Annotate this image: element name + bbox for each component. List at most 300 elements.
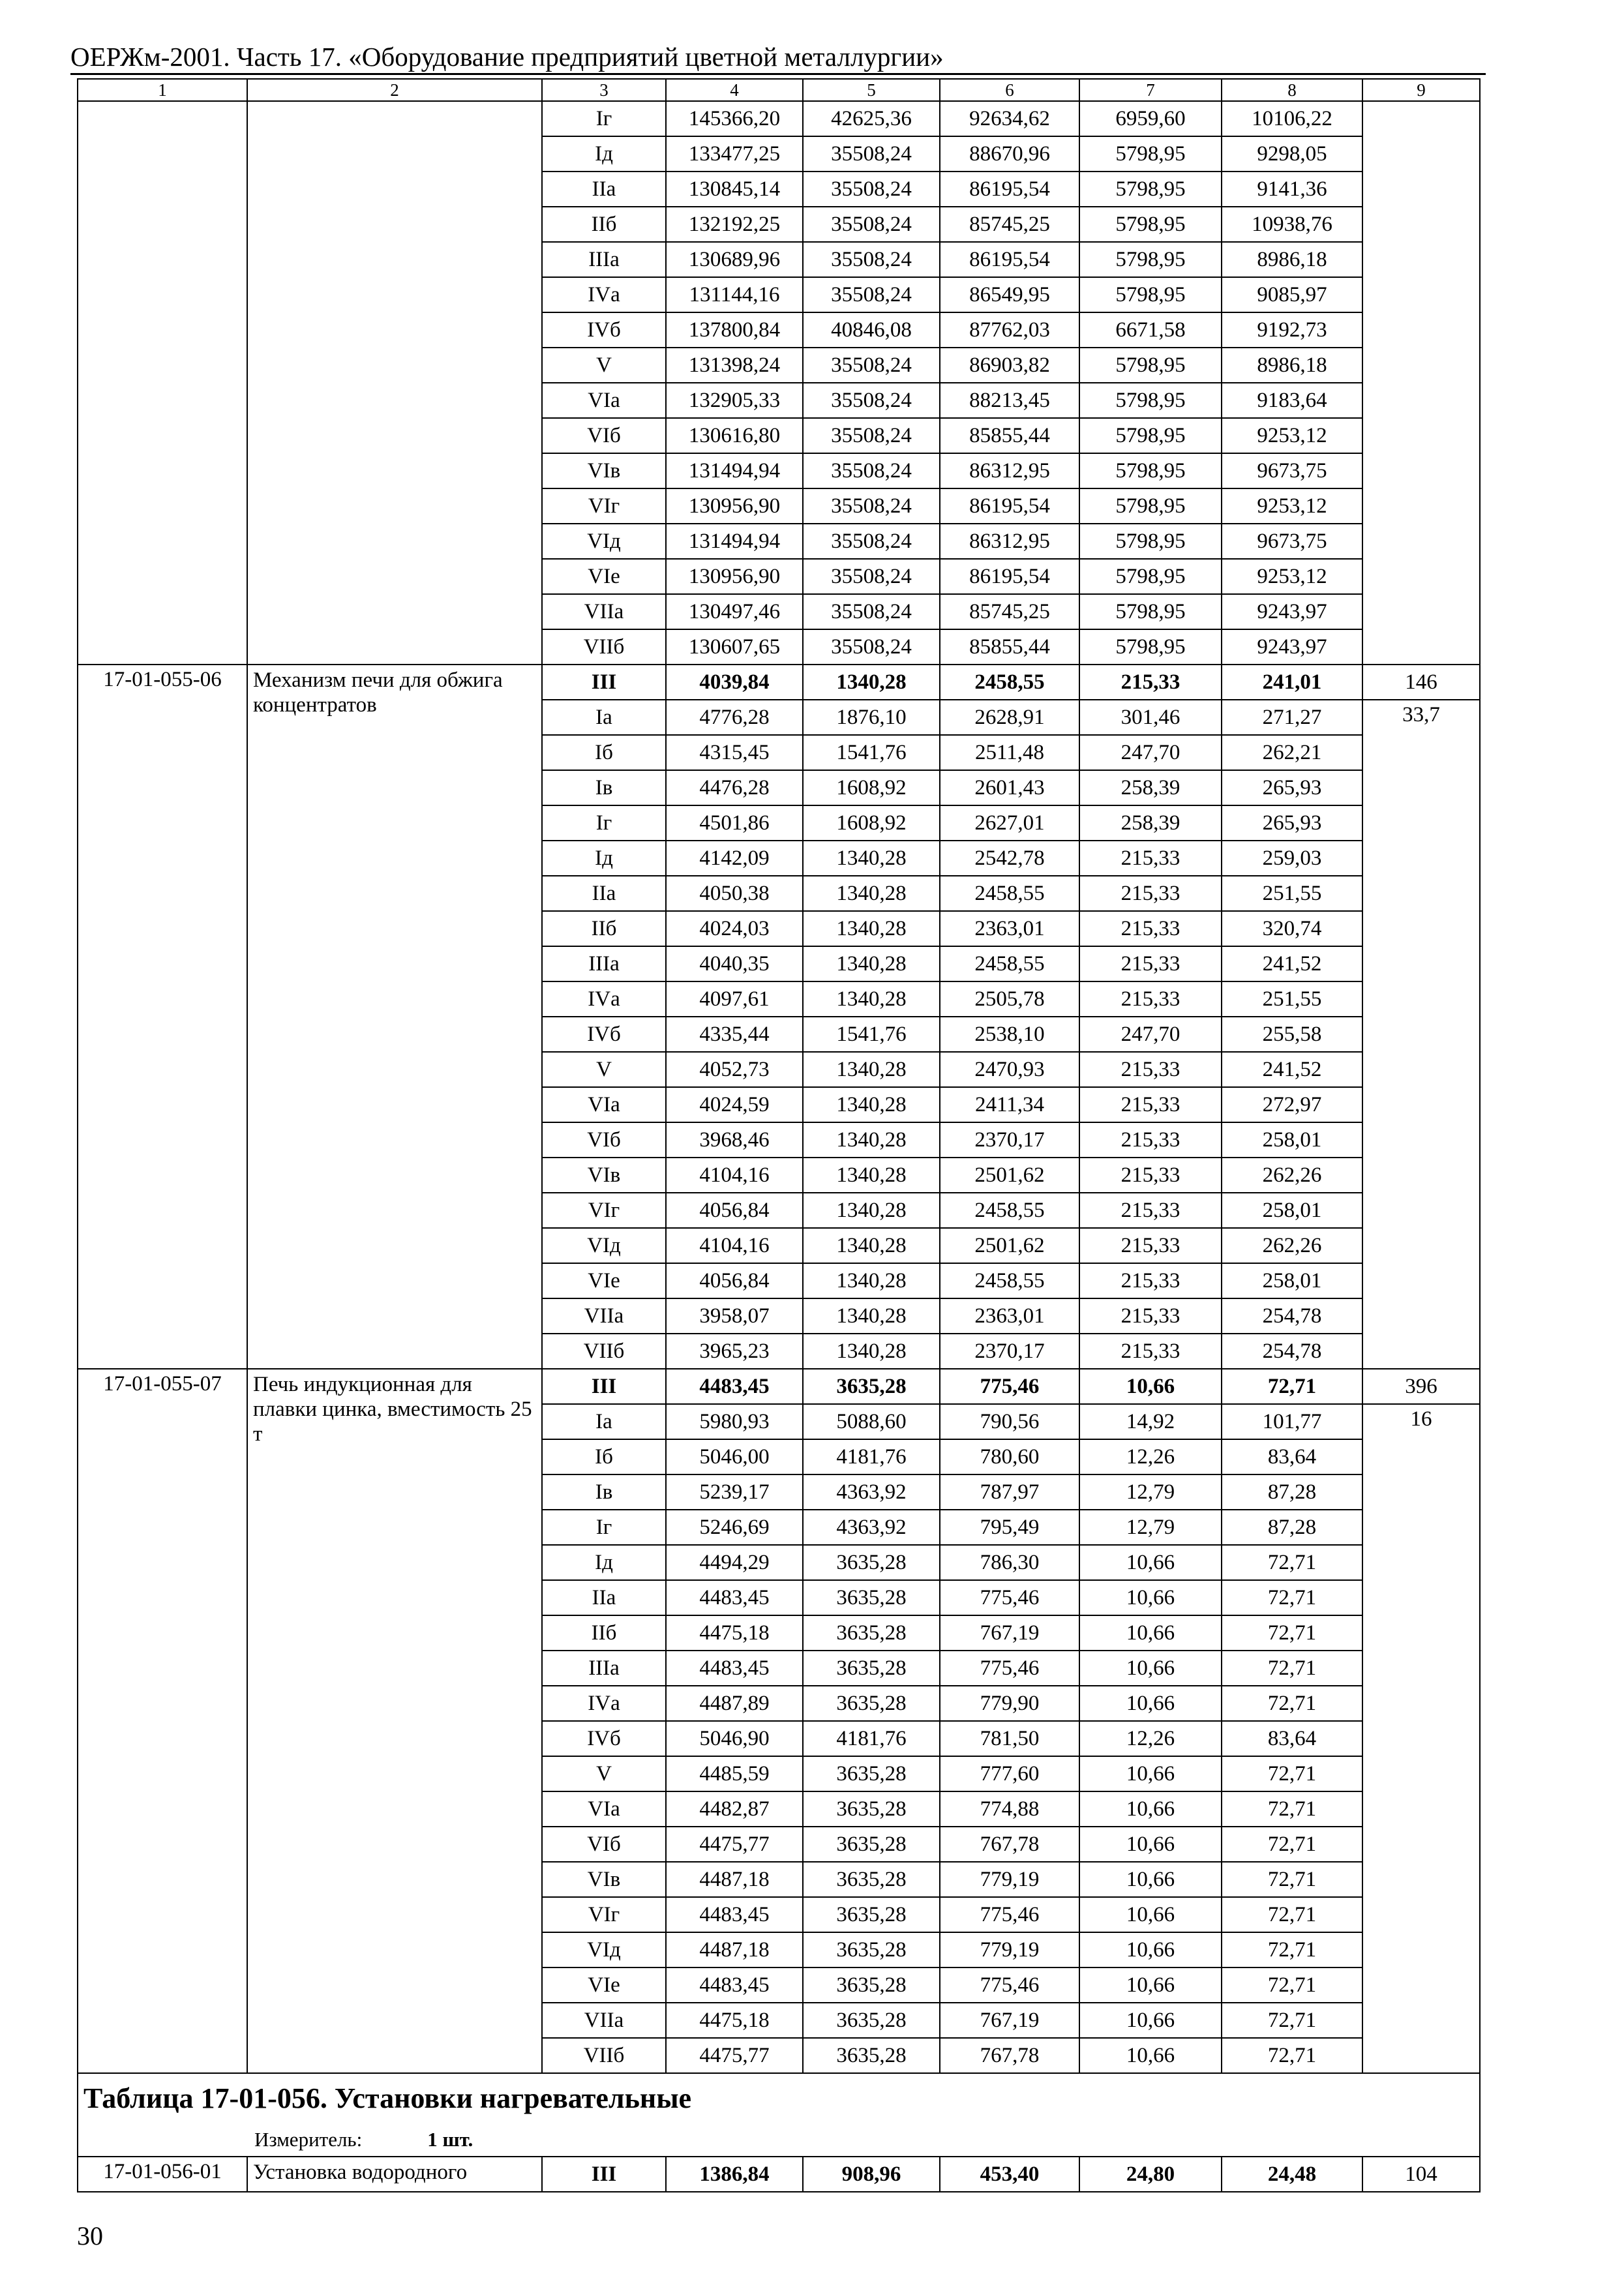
value-cell: 85745,25 bbox=[940, 594, 1079, 629]
value-cell: 215,33 bbox=[1079, 1158, 1222, 1193]
value-cell: 2538,10 bbox=[940, 1017, 1079, 1052]
zone-cell: IIIа bbox=[542, 242, 666, 277]
value-cell: 5798,95 bbox=[1079, 559, 1222, 594]
value-cell: 88670,96 bbox=[940, 136, 1079, 172]
zone-cell: IIа bbox=[542, 876, 666, 911]
value-cell: 265,93 bbox=[1222, 805, 1362, 841]
value-cell: 86549,95 bbox=[940, 277, 1079, 312]
value-cell: 35508,24 bbox=[803, 172, 940, 207]
zone-cell: IVа bbox=[542, 1686, 666, 1721]
value-cell: 5798,95 bbox=[1079, 594, 1222, 629]
zone-cell: VIIа bbox=[542, 1298, 666, 1334]
value-cell: 72,71 bbox=[1222, 1897, 1362, 1932]
zone-cell: IIа bbox=[542, 172, 666, 207]
zone-cell: VIе bbox=[542, 1967, 666, 2003]
value-cell: 72,71 bbox=[1222, 1862, 1362, 1897]
value-cell: 258,01 bbox=[1222, 1263, 1362, 1298]
value-cell: 2411,34 bbox=[940, 1087, 1079, 1122]
value-cell: 35508,24 bbox=[803, 488, 940, 524]
value-cell: 5239,17 bbox=[666, 1474, 803, 1510]
zone-cell: Iв bbox=[542, 1474, 666, 1510]
value-cell: 72,71 bbox=[1222, 1932, 1362, 1967]
value-cell: 10,66 bbox=[1079, 1369, 1222, 1404]
value-cell: 9253,12 bbox=[1222, 418, 1362, 453]
value-cell: 241,01 bbox=[1222, 665, 1362, 700]
value-cell: 10,66 bbox=[1079, 2003, 1222, 2038]
value-cell: 4483,45 bbox=[666, 1897, 803, 1932]
value-cell: 35508,24 bbox=[803, 418, 940, 453]
value-cell: 4487,18 bbox=[666, 1932, 803, 1967]
value-cell: 5088,60 bbox=[803, 1404, 940, 1439]
value-cell: 145366,20 bbox=[666, 101, 803, 136]
value-cell: 4475,18 bbox=[666, 2003, 803, 2038]
zone-cell: IVб bbox=[542, 1017, 666, 1052]
value-cell: 130845,14 bbox=[666, 172, 803, 207]
value-cell: 4363,92 bbox=[803, 1474, 940, 1510]
value-cell: 3965,23 bbox=[666, 1334, 803, 1369]
value-cell: 1340,28 bbox=[803, 1193, 940, 1228]
item-code: 17-01-056-01 bbox=[78, 2157, 247, 2192]
value-cell: 790,56 bbox=[940, 1404, 1079, 1439]
value-cell: 1340,28 bbox=[803, 1052, 940, 1087]
value-cell: 779,19 bbox=[940, 1932, 1079, 1967]
value-cell: 1541,76 bbox=[803, 735, 940, 770]
value-cell: 132905,33 bbox=[666, 383, 803, 418]
value-cell: 72,71 bbox=[1222, 2003, 1362, 2038]
value-cell: 72,71 bbox=[1222, 1756, 1362, 1791]
value-cell: 35508,24 bbox=[803, 559, 940, 594]
zone-cell: IVа bbox=[542, 277, 666, 312]
col9-value: 104 bbox=[1362, 2157, 1480, 2192]
value-cell: 10,66 bbox=[1079, 1651, 1222, 1686]
value-cell: 4050,38 bbox=[666, 876, 803, 911]
value-cell: 86195,54 bbox=[940, 488, 1079, 524]
value-cell: 87762,03 bbox=[940, 312, 1079, 348]
value-cell: 255,58 bbox=[1222, 1017, 1362, 1052]
value-cell: 2458,55 bbox=[940, 665, 1079, 700]
value-cell: 272,97 bbox=[1222, 1087, 1362, 1122]
value-cell: 251,55 bbox=[1222, 981, 1362, 1017]
value-cell: 4501,86 bbox=[666, 805, 803, 841]
value-cell: 4476,28 bbox=[666, 770, 803, 805]
column-number: 1 bbox=[78, 79, 247, 101]
header-rule bbox=[70, 73, 1486, 75]
value-cell: 130607,65 bbox=[666, 629, 803, 665]
value-cell: 3635,28 bbox=[803, 1580, 940, 1615]
value-cell: 88213,45 bbox=[940, 383, 1079, 418]
value-cell: 72,71 bbox=[1222, 2038, 1362, 2073]
col9-value: 146 bbox=[1362, 665, 1480, 700]
rates-table bbox=[77, 78, 1481, 2192]
value-cell: 3635,28 bbox=[803, 1651, 940, 1686]
value-cell: 40846,08 bbox=[803, 312, 940, 348]
item-name: Установка водородного bbox=[247, 2157, 542, 2192]
value-cell: 3635,28 bbox=[803, 1862, 940, 1897]
value-cell: 9673,75 bbox=[1222, 524, 1362, 559]
value-cell: 775,46 bbox=[940, 1369, 1079, 1404]
value-cell: 265,93 bbox=[1222, 770, 1362, 805]
zone-cell: Iа bbox=[542, 1404, 666, 1439]
value-cell: 4475,77 bbox=[666, 1827, 803, 1862]
value-cell: 2458,55 bbox=[940, 1193, 1079, 1228]
value-cell: 2458,55 bbox=[940, 946, 1079, 981]
value-cell: 12,79 bbox=[1079, 1510, 1222, 1545]
value-cell: 774,88 bbox=[940, 1791, 1079, 1827]
value-cell: 3635,28 bbox=[803, 1369, 940, 1404]
value-cell: 35508,24 bbox=[803, 629, 940, 665]
zone-cell: III bbox=[542, 665, 666, 700]
value-cell: 259,03 bbox=[1222, 841, 1362, 876]
value-cell: 4335,44 bbox=[666, 1017, 803, 1052]
value-cell: 72,71 bbox=[1222, 1651, 1362, 1686]
value-cell: 786,30 bbox=[940, 1545, 1079, 1580]
value-cell: 2501,62 bbox=[940, 1228, 1079, 1263]
value-cell: 254,78 bbox=[1222, 1298, 1362, 1334]
value-cell: 4363,92 bbox=[803, 1510, 940, 1545]
value-cell: 72,71 bbox=[1222, 1545, 1362, 1580]
value-cell: 9192,73 bbox=[1222, 312, 1362, 348]
value-cell: 5798,95 bbox=[1079, 488, 1222, 524]
zone-cell: III bbox=[542, 2157, 666, 2192]
value-cell: 215,33 bbox=[1079, 911, 1222, 946]
value-cell: 215,33 bbox=[1079, 1298, 1222, 1334]
value-cell: 775,46 bbox=[940, 1651, 1079, 1686]
zone-cell: V bbox=[542, 1756, 666, 1791]
column-number-row bbox=[78, 79, 1480, 101]
column-number: 8 bbox=[1222, 79, 1362, 101]
value-cell: 4475,18 bbox=[666, 1615, 803, 1651]
zone-cell: IIа bbox=[542, 1580, 666, 1615]
value-cell: 1340,28 bbox=[803, 1334, 940, 1369]
measure-row bbox=[78, 2123, 1480, 2157]
value-cell: 10,66 bbox=[1079, 1545, 1222, 1580]
value-cell: 4494,29 bbox=[666, 1545, 803, 1580]
column-number: 7 bbox=[1079, 79, 1222, 101]
value-cell: 83,64 bbox=[1222, 1439, 1362, 1474]
zone-cell: Iб bbox=[542, 1439, 666, 1474]
value-cell: 2627,01 bbox=[940, 805, 1079, 841]
col9-cell bbox=[1362, 101, 1480, 665]
zone-cell: IIб bbox=[542, 207, 666, 242]
value-cell: 775,46 bbox=[940, 1967, 1079, 2003]
value-cell: 10,66 bbox=[1079, 1967, 1222, 2003]
value-cell: 4056,84 bbox=[666, 1263, 803, 1298]
zone-cell: VIд bbox=[542, 1932, 666, 1967]
zone-cell: IVа bbox=[542, 981, 666, 1017]
value-cell: 3635,28 bbox=[803, 1545, 940, 1580]
item-code: 17-01-055-06 bbox=[78, 665, 247, 1369]
value-cell: 12,26 bbox=[1079, 1439, 1222, 1474]
value-cell: 9253,12 bbox=[1222, 559, 1362, 594]
value-cell: 9243,97 bbox=[1222, 594, 1362, 629]
value-cell: 767,78 bbox=[940, 1827, 1079, 1862]
value-cell: 12,79 bbox=[1079, 1474, 1222, 1510]
value-cell: 8986,18 bbox=[1222, 242, 1362, 277]
zone-cell: VIIа bbox=[542, 594, 666, 629]
value-cell: 10,66 bbox=[1079, 1615, 1222, 1651]
value-cell: 4315,45 bbox=[666, 735, 803, 770]
zone-cell: Iб bbox=[542, 735, 666, 770]
zone-cell: VIIб bbox=[542, 629, 666, 665]
value-cell: 2542,78 bbox=[940, 841, 1079, 876]
value-cell: 271,27 bbox=[1222, 700, 1362, 735]
value-cell: 6671,58 bbox=[1079, 312, 1222, 348]
value-cell: 131494,94 bbox=[666, 524, 803, 559]
zone-cell: Iд bbox=[542, 136, 666, 172]
value-cell: 215,33 bbox=[1079, 1228, 1222, 1263]
value-cell: 101,77 bbox=[1222, 1404, 1362, 1439]
column-number: 2 bbox=[247, 79, 542, 101]
value-cell: 262,26 bbox=[1222, 1228, 1362, 1263]
zone-cell: V bbox=[542, 348, 666, 383]
zone-cell: VIа bbox=[542, 1087, 666, 1122]
value-cell: 86195,54 bbox=[940, 242, 1079, 277]
value-cell: 2470,93 bbox=[940, 1052, 1079, 1087]
value-cell: 35508,24 bbox=[803, 383, 940, 418]
value-cell: 35508,24 bbox=[803, 524, 940, 559]
value-cell: 1340,28 bbox=[803, 1228, 940, 1263]
column-number: 9 bbox=[1362, 79, 1480, 101]
value-cell: 9085,97 bbox=[1222, 277, 1362, 312]
value-cell: 4039,84 bbox=[666, 665, 803, 700]
value-cell: 5798,95 bbox=[1079, 277, 1222, 312]
value-cell: 87,28 bbox=[1222, 1510, 1362, 1545]
value-cell: 2458,55 bbox=[940, 1263, 1079, 1298]
value-cell: 777,60 bbox=[940, 1756, 1079, 1791]
value-cell: 779,19 bbox=[940, 1862, 1079, 1897]
value-cell: 130616,80 bbox=[666, 418, 803, 453]
value-cell: 2363,01 bbox=[940, 1298, 1079, 1334]
value-cell: 1608,92 bbox=[803, 805, 940, 841]
zone-cell: VIв bbox=[542, 453, 666, 488]
zone-cell: Iд bbox=[542, 1545, 666, 1580]
value-cell: 10,66 bbox=[1079, 2038, 1222, 2073]
value-cell: 258,39 bbox=[1079, 805, 1222, 841]
page-header: ОЕРЖм-2001. Часть 17. «Оборудование предприятий цветной металлургии» bbox=[70, 42, 944, 72]
value-cell: 215,33 bbox=[1079, 1193, 1222, 1228]
value-cell: 4181,76 bbox=[803, 1439, 940, 1474]
value-cell: 4483,45 bbox=[666, 1369, 803, 1404]
value-cell: 10,66 bbox=[1079, 1686, 1222, 1721]
value-cell: 6959,60 bbox=[1079, 101, 1222, 136]
value-cell: 130689,96 bbox=[666, 242, 803, 277]
value-cell: 3635,28 bbox=[803, 1897, 940, 1932]
value-cell: 130956,90 bbox=[666, 559, 803, 594]
value-cell: 130956,90 bbox=[666, 488, 803, 524]
value-cell: 215,33 bbox=[1079, 1087, 1222, 1122]
value-cell: 241,52 bbox=[1222, 946, 1362, 981]
value-cell: 86312,95 bbox=[940, 453, 1079, 488]
value-cell: 258,01 bbox=[1222, 1122, 1362, 1158]
value-cell: 85855,44 bbox=[940, 418, 1079, 453]
value-cell: 215,33 bbox=[1079, 981, 1222, 1017]
table-row bbox=[78, 665, 1480, 700]
value-cell: 4482,87 bbox=[666, 1791, 803, 1827]
value-cell: 215,33 bbox=[1079, 876, 1222, 911]
zone-cell: VIе bbox=[542, 559, 666, 594]
col9-value: 396 bbox=[1362, 1369, 1480, 1404]
value-cell: 10,66 bbox=[1079, 1827, 1222, 1862]
value-cell: 4475,77 bbox=[666, 2038, 803, 2073]
value-cell: 5046,90 bbox=[666, 1721, 803, 1756]
value-cell: 5798,95 bbox=[1079, 207, 1222, 242]
zone-cell: VIд bbox=[542, 524, 666, 559]
value-cell: 2511,48 bbox=[940, 735, 1079, 770]
value-cell: 780,60 bbox=[940, 1439, 1079, 1474]
value-cell: 92634,62 bbox=[940, 101, 1079, 136]
value-cell: 4487,18 bbox=[666, 1862, 803, 1897]
value-cell: 35508,24 bbox=[803, 136, 940, 172]
value-cell: 5798,95 bbox=[1079, 136, 1222, 172]
value-cell: 5798,95 bbox=[1079, 348, 1222, 383]
value-cell: 5046,00 bbox=[666, 1439, 803, 1474]
value-cell: 8986,18 bbox=[1222, 348, 1362, 383]
value-cell: 767,19 bbox=[940, 2003, 1079, 2038]
value-cell: 1541,76 bbox=[803, 1017, 940, 1052]
value-cell: 9673,75 bbox=[1222, 453, 1362, 488]
value-cell: 1608,92 bbox=[803, 770, 940, 805]
col9-value: 16 bbox=[1362, 1404, 1480, 2073]
value-cell: 1340,28 bbox=[803, 1158, 940, 1193]
value-cell: 133477,25 bbox=[666, 136, 803, 172]
value-cell: 775,46 bbox=[940, 1580, 1079, 1615]
column-number: 5 bbox=[803, 79, 940, 101]
value-cell: 3635,28 bbox=[803, 1932, 940, 1967]
value-cell: 5798,95 bbox=[1079, 629, 1222, 665]
zone-cell: VIв bbox=[542, 1158, 666, 1193]
zone-cell: IIIа bbox=[542, 1651, 666, 1686]
value-cell: 4776,28 bbox=[666, 700, 803, 735]
value-cell: 1876,10 bbox=[803, 700, 940, 735]
zone-cell: Iг bbox=[542, 805, 666, 841]
value-cell: 10,66 bbox=[1079, 1756, 1222, 1791]
zone-cell: VIг bbox=[542, 488, 666, 524]
value-cell: 5798,95 bbox=[1079, 524, 1222, 559]
value-cell: 2370,17 bbox=[940, 1122, 1079, 1158]
table-row bbox=[78, 2157, 1480, 2192]
value-cell: 131494,94 bbox=[666, 453, 803, 488]
value-cell: 2601,43 bbox=[940, 770, 1079, 805]
zone-cell: Iг bbox=[542, 1510, 666, 1545]
value-cell: 1340,28 bbox=[803, 911, 940, 946]
value-cell: 1340,28 bbox=[803, 1263, 940, 1298]
zone-cell: VIб bbox=[542, 418, 666, 453]
value-cell: 4040,35 bbox=[666, 946, 803, 981]
value-cell: 5798,95 bbox=[1079, 453, 1222, 488]
value-cell: 3635,28 bbox=[803, 1791, 940, 1827]
value-cell: 4485,59 bbox=[666, 1756, 803, 1791]
value-cell: 85855,44 bbox=[940, 629, 1079, 665]
column-number: 6 bbox=[940, 79, 1079, 101]
value-cell: 1340,28 bbox=[803, 841, 940, 876]
zone-cell: VIг bbox=[542, 1897, 666, 1932]
zone-cell: VIIа bbox=[542, 2003, 666, 2038]
value-cell: 1340,28 bbox=[803, 946, 940, 981]
value-cell: 4052,73 bbox=[666, 1052, 803, 1087]
value-cell: 5246,69 bbox=[666, 1510, 803, 1545]
value-cell: 781,50 bbox=[940, 1721, 1079, 1756]
value-cell: 132192,25 bbox=[666, 207, 803, 242]
value-cell: 35508,24 bbox=[803, 242, 940, 277]
value-cell: 1340,28 bbox=[803, 1087, 940, 1122]
value-cell: 72,71 bbox=[1222, 1369, 1362, 1404]
value-cell: 87,28 bbox=[1222, 1474, 1362, 1510]
value-cell: 35508,24 bbox=[803, 594, 940, 629]
value-cell: 3635,28 bbox=[803, 2038, 940, 2073]
value-cell: 4142,09 bbox=[666, 841, 803, 876]
value-cell: 35508,24 bbox=[803, 348, 940, 383]
value-cell: 83,64 bbox=[1222, 1721, 1362, 1756]
name-cell bbox=[247, 101, 542, 665]
value-cell: 9253,12 bbox=[1222, 488, 1362, 524]
value-cell: 2370,17 bbox=[940, 1334, 1079, 1369]
value-cell: 779,90 bbox=[940, 1686, 1079, 1721]
value-cell: 4024,03 bbox=[666, 911, 803, 946]
value-cell: 251,55 bbox=[1222, 876, 1362, 911]
value-cell: 215,33 bbox=[1079, 1122, 1222, 1158]
value-cell: 215,33 bbox=[1079, 665, 1222, 700]
table-title: Таблица 17-01-056. Установки нагревательные bbox=[78, 2073, 1480, 2123]
value-cell: 4483,45 bbox=[666, 1967, 803, 2003]
value-cell: 787,97 bbox=[940, 1474, 1079, 1510]
value-cell: 4104,16 bbox=[666, 1158, 803, 1193]
value-cell: 4097,61 bbox=[666, 981, 803, 1017]
value-cell: 3635,28 bbox=[803, 2003, 940, 2038]
value-cell: 1340,28 bbox=[803, 1298, 940, 1334]
value-cell: 1386,84 bbox=[666, 2157, 803, 2192]
value-cell: 254,78 bbox=[1222, 1334, 1362, 1369]
value-cell: 12,26 bbox=[1079, 1721, 1222, 1756]
value-cell: 86195,54 bbox=[940, 559, 1079, 594]
measure-value: 1 шт. bbox=[427, 2127, 474, 2151]
measure-cell bbox=[78, 2123, 1480, 2157]
value-cell: 262,21 bbox=[1222, 735, 1362, 770]
table-row bbox=[78, 1369, 1480, 1404]
value-cell: 5798,95 bbox=[1079, 172, 1222, 207]
value-cell: 3958,07 bbox=[666, 1298, 803, 1334]
zone-cell: Iг bbox=[542, 101, 666, 136]
value-cell: 14,92 bbox=[1079, 1404, 1222, 1439]
value-cell: 9141,36 bbox=[1222, 172, 1362, 207]
value-cell: 1340,28 bbox=[803, 1122, 940, 1158]
zone-cell: VIа bbox=[542, 1791, 666, 1827]
zone-cell: VIб bbox=[542, 1122, 666, 1158]
value-cell: 3635,28 bbox=[803, 1756, 940, 1791]
value-cell: 4483,45 bbox=[666, 1580, 803, 1615]
zone-cell: Iа bbox=[542, 700, 666, 735]
zone-cell: IIб bbox=[542, 1615, 666, 1651]
measure-label: Измеритель: bbox=[254, 2127, 363, 2151]
zone-cell: III bbox=[542, 1369, 666, 1404]
value-cell: 10,66 bbox=[1079, 1897, 1222, 1932]
value-cell: 247,70 bbox=[1079, 735, 1222, 770]
value-cell: 86312,95 bbox=[940, 524, 1079, 559]
value-cell: 10,66 bbox=[1079, 1932, 1222, 1967]
value-cell: 35508,24 bbox=[803, 453, 940, 488]
zone-cell: VIб bbox=[542, 1827, 666, 1862]
value-cell: 215,33 bbox=[1079, 841, 1222, 876]
value-cell: 72,71 bbox=[1222, 1967, 1362, 2003]
value-cell: 767,19 bbox=[940, 1615, 1079, 1651]
value-cell: 5798,95 bbox=[1079, 418, 1222, 453]
zone-cell: VIе bbox=[542, 1263, 666, 1298]
zone-cell: IVб bbox=[542, 1721, 666, 1756]
zone-cell: VIIб bbox=[542, 2038, 666, 2073]
zone-cell: IIб bbox=[542, 911, 666, 946]
value-cell: 4483,45 bbox=[666, 1651, 803, 1686]
value-cell: 908,96 bbox=[803, 2157, 940, 2192]
zone-cell: IVб bbox=[542, 312, 666, 348]
